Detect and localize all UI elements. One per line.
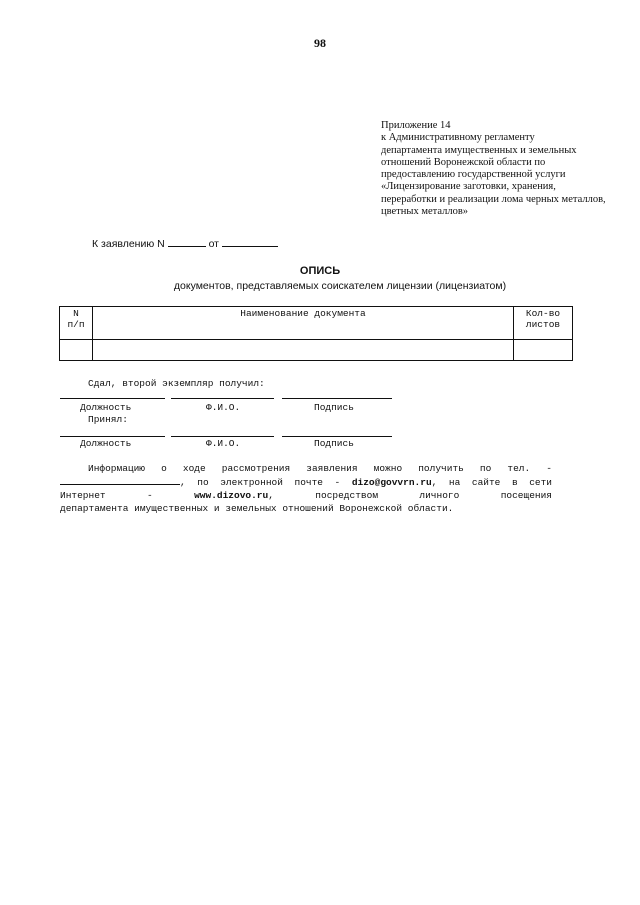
appendix-line: отношений Воронежской области по (381, 156, 546, 168)
appendix-line: переработки и реализации лома черных металлов, (381, 193, 606, 205)
info-line-1-text: Информацию о ходе рассмотрения заявления можно получить по тел. - (88, 463, 552, 474)
phone-blank (60, 475, 180, 485)
appendix-line: департамента имущественных и земельных (381, 144, 577, 156)
appendix-block (381, 120, 631, 218)
acceptor-signature-label: Подпись (314, 438, 354, 449)
info-line-2 (60, 475, 552, 489)
header-sheets-line1: Кол-во (525, 308, 561, 319)
table-row (60, 340, 573, 361)
info-line-1 (60, 462, 552, 475)
header-document-name: Наименование документа (93, 307, 514, 340)
accepted-label: Принял: (88, 414, 128, 425)
acceptor-name-line (171, 436, 274, 437)
header-sheets-line2: листов (525, 319, 561, 330)
info-website: www.dizovo.ru (194, 490, 269, 501)
table-cell (60, 340, 93, 361)
acceptor-name-label: Ф.И.О. (206, 438, 241, 449)
header-sheets (514, 307, 573, 340)
info-paragraph (60, 462, 552, 515)
table-header-row (60, 307, 573, 340)
appendix-line: цветных металлов» (381, 206, 469, 218)
info-visit-text: , посредством личного посещения (268, 490, 553, 501)
submitter-position-line (60, 398, 165, 399)
submitter-name-label: Ф.И.О. (206, 402, 241, 413)
application-date-blank (222, 236, 278, 247)
appendix-line: Приложение 14 (381, 120, 451, 131)
table-cell (93, 340, 514, 361)
header-number-line2: п/п (67, 319, 85, 330)
acceptor-signature-line (282, 436, 392, 437)
acceptor-position-line (60, 436, 165, 437)
table-cell (514, 340, 573, 361)
appendix-line: «Лицензирование заготовки, хранения, (381, 181, 556, 193)
submitter-position-label: Должность (80, 402, 132, 413)
info-line-4-text: департамента имущественных и земельных отношений Воронежской области. (60, 503, 454, 514)
info-line-3 (60, 489, 552, 502)
header-number (60, 307, 93, 340)
info-email: dizo@govvrn.ru (351, 477, 432, 488)
page-number: 98 (314, 36, 326, 50)
submitted-label: Сдал, второй экземпляр получил: (88, 378, 265, 389)
application-reference-prefix: К заявлению N (92, 238, 165, 250)
appendix-line: предоставлению государственной услуги (381, 169, 566, 181)
application-reference-date-label: от (208, 238, 219, 250)
info-website-label: , на сайте в сети (431, 477, 553, 488)
header-number-line1: N (73, 308, 79, 319)
acceptor-position-label: Должность (80, 438, 132, 449)
documents-table (59, 306, 573, 361)
submitter-signature-label: Подпись (314, 402, 354, 413)
submitter-name-line (171, 398, 274, 399)
document-subtitle: документов, представляемых соискателем лицензии (лицензиатом) (173, 280, 507, 292)
info-internet-label: Интернет - (60, 490, 195, 501)
info-line-4 (60, 502, 552, 515)
application-reference (92, 236, 278, 250)
submitter-signature-line (282, 398, 392, 399)
application-number-blank (168, 236, 206, 247)
appendix-line: к Административному регламенту (381, 132, 535, 144)
document-title: ОПИСЬ (299, 265, 341, 277)
info-email-label: , по электронной почте - (180, 477, 341, 488)
